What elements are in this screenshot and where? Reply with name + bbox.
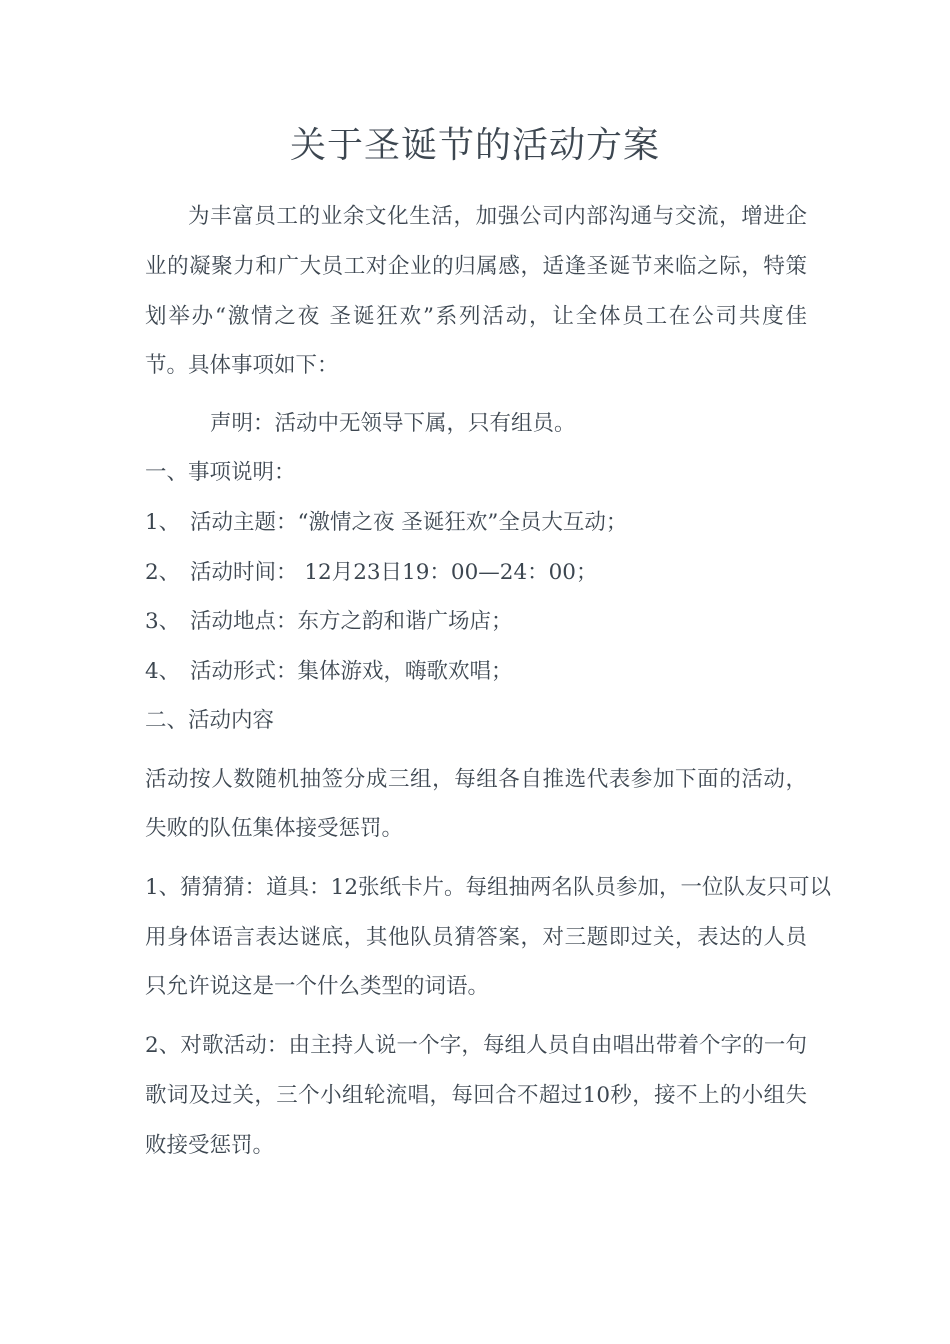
declaration: 声明：活动中无领导下属，只有组员。 [210, 411, 576, 436]
section1-item-4 [145, 656, 815, 688]
item-number: 3、 [145, 609, 181, 634]
activity1-line-1: 1、猜猜猜：道具：12张纸卡片。每组抽两名队员参加，一位队友只可以 [145, 875, 832, 900]
intro-line-3: 划举办“激情之夜 圣诞狂欢”系列活动，让全体员工在公司共度佳 [145, 304, 807, 329]
section1-heading: 一、事项说明： [145, 460, 296, 485]
section1-item-3 [145, 606, 815, 638]
activity1-line-3: 只允许说这是一个什么类型的词语。 [145, 974, 490, 999]
item-text: 活动主题：“激情之夜 圣诞狂欢”全员大互动； [190, 510, 628, 535]
section2-intro-line-2: 失败的队伍集体接受惩罚。 [145, 816, 404, 841]
section1-item-2 [145, 557, 815, 589]
section1-item-1 [145, 507, 815, 539]
document-title: 关于圣诞节的活动方案 [289, 125, 660, 166]
activity1-line-2: 用身体语言表达谜底，其他队员猜答案，对三题即过关，表达的人员 [145, 925, 807, 950]
item-number: 4、 [145, 659, 181, 684]
item-text: 活动时间： 12月23日19：00—24：00； [190, 560, 598, 585]
section2-intro-line-1: 活动按人数随机抽签分成三组，每组各自推选代表参加下面的活动， [145, 767, 807, 792]
intro-line-2: 业的凝聚力和广大员工对企业的归属感，适逢圣诞节来临之际，特策 [145, 254, 807, 279]
item-text: 活动形式：集体游戏，嗨歌欢唱； [190, 659, 513, 684]
activity2-line-3: 败接受惩罚。 [145, 1133, 275, 1158]
item-number: 1、 [145, 510, 181, 535]
activity2-line-2: 歌词及过关，三个小组轮流唱，每回合不超过10秒，接不上的小组失 [145, 1083, 807, 1108]
item-text: 活动地点：东方之韵和谐广场店； [190, 609, 513, 634]
section2-heading: 二、活动内容 [145, 708, 275, 733]
intro-line-1: 为丰富员工的业余文化生活，加强公司内部沟通与交流，增进企 [188, 204, 807, 229]
activity2-line-1: 2、对歌活动：由主持人说一个字，每组人员自由唱出带着个字的一句 [145, 1033, 807, 1058]
item-number: 2、 [145, 560, 181, 585]
intro-line-4: 节。具体事项如下： [145, 353, 339, 378]
